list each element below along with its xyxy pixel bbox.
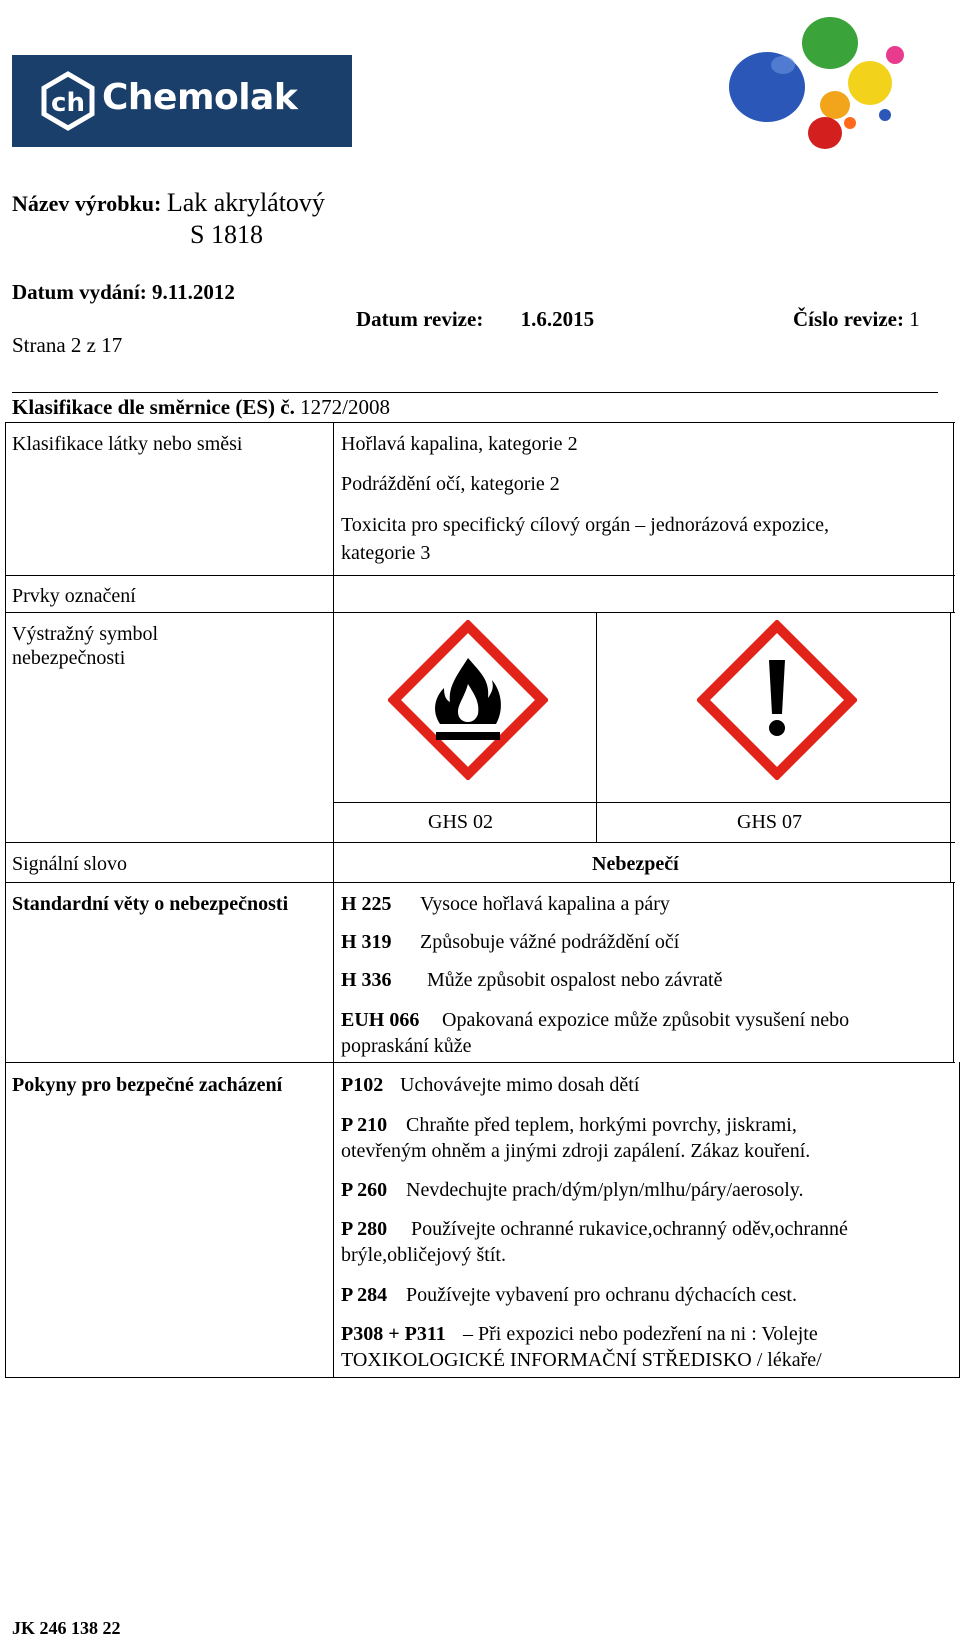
issue-date-label: Datum vydání: xyxy=(12,280,147,304)
classification-item: Podráždění očí, kategorie 2 xyxy=(341,473,560,495)
precaution-code: P308 + P311 xyxy=(341,1323,446,1345)
revision-number: 1 xyxy=(909,307,920,331)
pictogram-code: GHS 02 xyxy=(428,811,494,833)
precaution-text-cont: TOXIKOLOGICKÉ INFORMAČNÍ STŘEDISKO / lékaře/ xyxy=(341,1349,822,1371)
revision-date: 1.6.2015 xyxy=(520,307,595,331)
classification-item: kategorie 3 xyxy=(341,542,431,564)
hazard-code: EUH 066 xyxy=(341,1009,420,1031)
signal-word-label: Signální slovo xyxy=(12,853,128,875)
brand-logo xyxy=(12,55,352,147)
product-label: Název výrobku: xyxy=(12,191,162,216)
revision-number-label: Číslo revize: xyxy=(793,307,904,331)
section-title xyxy=(12,395,390,420)
hazard-text: Vysoce hořlavá kapalina a páry xyxy=(420,893,670,915)
product-name-row xyxy=(12,188,325,218)
hazard-code: H 225 xyxy=(341,893,392,915)
issue-date: 9.11.2012 xyxy=(152,280,235,304)
hazard-text: Může způsobit ospalost nebo závratě xyxy=(427,969,723,991)
labeling-label: Prvky označení xyxy=(12,585,136,607)
revision-date-label: Datum revize: xyxy=(356,307,484,331)
hazard-code: H 319 xyxy=(341,931,392,953)
footer-code: JK 246 138 22 xyxy=(12,1618,121,1638)
hazard-code: H 336 xyxy=(341,969,392,991)
exclamation-icon xyxy=(697,620,857,780)
precaution-text: – Při expozici nebo podezření na ni : Volejte xyxy=(463,1323,818,1345)
revision-date-row xyxy=(356,307,594,332)
paint-drops-logo xyxy=(725,5,925,155)
precaution-code: P102 xyxy=(341,1074,384,1096)
hazard-text: Způsobuje vážné podráždění očí xyxy=(420,931,680,953)
revision-number-row xyxy=(793,307,920,332)
pictogram-label: Výstražný symbol nebezpečnosti xyxy=(12,623,159,669)
hazard-text-cont: popraskání kůže xyxy=(341,1035,472,1057)
header-divider xyxy=(12,392,938,393)
classification-item: Hořlavá kapalina, kategorie 2 xyxy=(341,433,578,455)
classification-label: Klasifikace látky nebo směsi xyxy=(12,433,243,455)
precaution-text-cont: brýle,obličejový štít. xyxy=(341,1244,506,1266)
hazard-text: Opakovaná expozice může způsobit vysušení nebo xyxy=(442,1009,850,1031)
product-code: S 1818 xyxy=(190,220,263,249)
section-title-rest: 1272/2008 xyxy=(294,395,390,419)
precaution-text: Nevdechujte prach/dým/plyn/mlhu/páry/aerosoly. xyxy=(406,1179,804,1201)
hazard-statements-label: Standardní věty o nebezpečnosti xyxy=(12,893,289,915)
product-name: Lak akrylátový xyxy=(166,188,325,217)
brand-name: Chemolak xyxy=(102,77,298,118)
precaution-code: P 260 xyxy=(341,1179,388,1201)
precaution-code: P 280 xyxy=(341,1218,388,1240)
precaution-text: Používejte ochranné rukavice,ochranný oděv,ochranné xyxy=(411,1218,848,1240)
classification-item: Toxicita pro specifický cílový orgán – jednorázová expozice, xyxy=(341,514,830,536)
issue-date-row xyxy=(12,280,235,305)
section-title-bold: Klasifikace dle směrnice (ES) č. xyxy=(12,395,295,419)
precaution-text: Chraňte před teplem, horkými povrchy, jiskrami, xyxy=(406,1114,797,1136)
precaution-code: P 210 xyxy=(341,1114,388,1136)
precaution-text-cont: otevřeným ohněm a jinými zdroji zapálení. Zákaz kouření. xyxy=(341,1140,811,1162)
signal-word: Nebezpečí xyxy=(592,853,679,875)
precaution-code: P 284 xyxy=(341,1284,388,1306)
precaution-text: Používejte vybavení pro ochranu dýchacích cest. xyxy=(406,1284,797,1306)
svg-text:ch: ch xyxy=(51,88,85,118)
precautionary-statements-label: Pokyny pro bezpečné zacházení xyxy=(12,1074,283,1096)
precaution-text: Uchovávejte mimo dosah dětí xyxy=(400,1074,640,1096)
pictogram-code: GHS 07 xyxy=(737,811,803,833)
chemolak-emblem-icon xyxy=(38,71,98,131)
flame-icon xyxy=(388,620,548,780)
page-number: Strana 2 z 17 xyxy=(12,333,123,357)
